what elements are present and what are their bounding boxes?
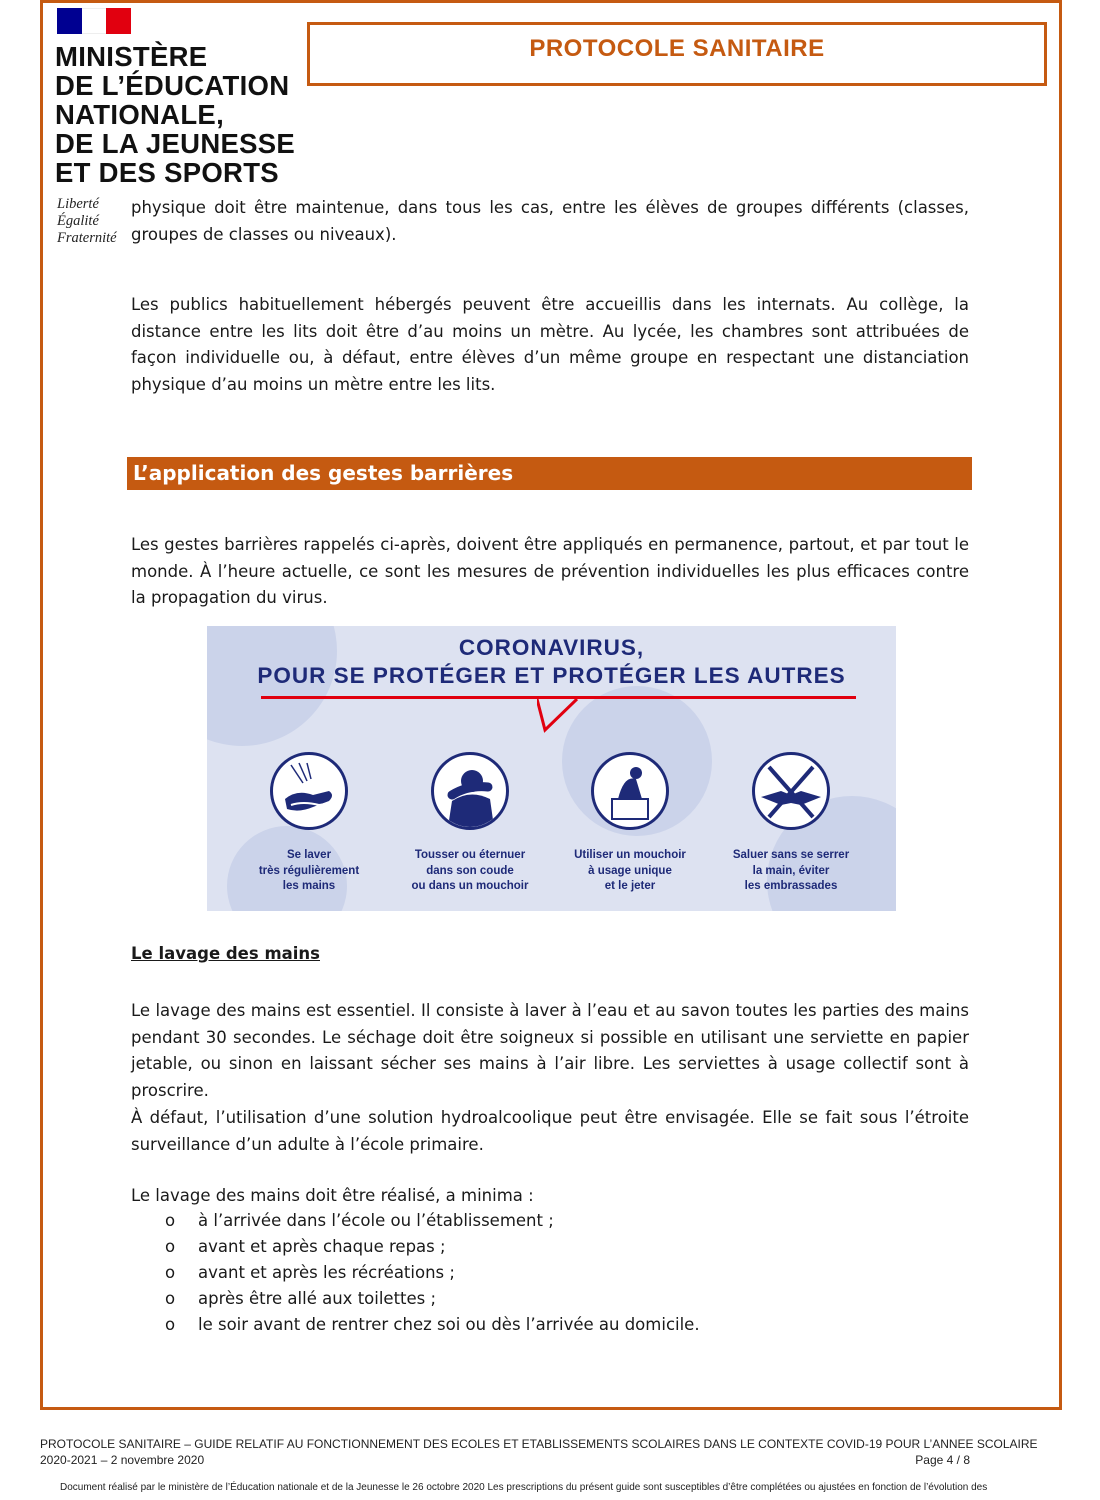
ministry-logo — [55, 8, 305, 187]
paragraph: Le lavage des mains doit être réalisé, a minima : — [131, 1186, 534, 1205]
paragraph: physique doit être maintenue, dans tous les cas, entre les élèves de groupes différents (classes, groupes de classes ou niveaux). — [131, 198, 969, 244]
bullet: o — [165, 1315, 176, 1334]
page-footer — [40, 1436, 1062, 1468]
french-flag-icon — [57, 8, 131, 34]
footer-note: Document réalisé par le ministère de l’Éducation nationale et de la Jeunesse le 26 octobre 2020 Les prescriptions du présent guide sont susceptibles d’être complétées ou ajustées en fonction de l’évolution des — [60, 1482, 988, 1493]
no-handshake-icon — [752, 752, 830, 830]
poster-caption — [555, 848, 705, 895]
motto-line: Fraternité — [57, 230, 117, 246]
caption-line: ou dans un mouchoir — [411, 880, 529, 892]
ministry-name — [55, 42, 305, 187]
poster-caption — [234, 848, 384, 895]
handwashing-list — [131, 1208, 700, 1338]
list-item — [131, 1312, 700, 1338]
subheading: Le lavage des mains — [131, 944, 320, 963]
list-item-text: à l’arrivée dans l’école ou l’établissement ; — [198, 1211, 554, 1230]
tissue-icon — [591, 752, 669, 830]
list-item-text: le soir avant de rentrer chez soi ou dès l’arrivée au domicile. — [198, 1315, 700, 1334]
republic-motto — [57, 196, 117, 247]
hand-washing-icon — [270, 752, 348, 830]
caption-line: très régulièrement — [258, 864, 360, 877]
page-number: Page 4 / 8 — [915, 1453, 970, 1467]
barrier-gestures-poster — [207, 626, 896, 911]
motto-line: Liberté — [57, 196, 99, 212]
ministry-line: ET DES SPORTS — [55, 157, 279, 188]
caption-line: Tousser ou éternuer — [414, 849, 526, 861]
caption-line: et le jeter — [604, 880, 656, 892]
bullet: o — [165, 1211, 176, 1230]
poster-caption — [395, 848, 545, 895]
poster-title-line: POUR SE PROTÉGER ET PROTÉGER LES AUTRES — [257, 663, 846, 688]
poster-caption — [716, 848, 866, 895]
list-item-text: avant et après les récréations ; — [198, 1263, 455, 1282]
list-item — [131, 1286, 700, 1312]
caption-line: Saluer sans se serrer — [732, 849, 850, 861]
cough-elbow-icon — [431, 752, 509, 830]
ministry-line: MINISTÈRE — [55, 41, 208, 72]
ministry-line: DE L’ÉDUCATION — [55, 70, 290, 101]
footer-line: 2020-2021 – 2 novembre 2020 — [40, 1453, 205, 1467]
section-heading: L’application des gestes barrières — [127, 457, 972, 490]
caption-line: Se laver — [286, 849, 332, 861]
paragraph: Les gestes barrières rappelés ci-après, doivent être appliqués en permanence, partout, et par tout le monde. À l’heure actuelle, ce sont les mesures de prévention individuelles les plus efficaces contre la propagation du virus. — [131, 535, 969, 608]
bullet: o — [165, 1237, 176, 1256]
list-item-text: après être allé aux toilettes ; — [198, 1289, 437, 1308]
bullet: o — [165, 1263, 176, 1282]
paragraph: À défaut, l’utilisation d’une solution hydroalcoolique peut être envisagée. Elle se fait sous l’étroite surveillance d’un adulte à l’école primaire. — [131, 1108, 969, 1154]
footer-line: PROTOCOLE SANITAIRE – GUIDE RELATIF AU FONCTIONNEMENT DES ECOLES ET ETABLISSEMENTS SCOLAIRES DANS LE CONTEXTE COVID-19 POUR L’ANNEE SCOLAIRE — [40, 1437, 1038, 1451]
speech-tail-icon — [537, 698, 581, 734]
list-item-text: avant et après chaque repas ; — [198, 1237, 446, 1256]
caption-line: les mains — [282, 880, 336, 892]
list-item — [131, 1208, 700, 1234]
ministry-line: DE LA JEUNESSE — [55, 128, 296, 159]
caption-line: les embrassades — [744, 880, 838, 892]
bullet: o — [165, 1289, 176, 1308]
caption-line: dans son coude — [426, 864, 514, 877]
paragraph: Les publics habituellement hébergés peuvent être accueillis dans les internats. Au collège, la distance entre les lits doit être d’au moins un mètre. Au lycée, les chambres sont attribuées de façon individuelle ou, à défaut, entre élèves d’un même groupe en respectant une distanciation physique d’au moins un mètre entre les lits. — [131, 295, 969, 394]
document-title: PROTOCOLE SANITAIRE — [307, 22, 1047, 86]
motto-line: Égalité — [57, 213, 99, 229]
list-item — [131, 1260, 700, 1286]
paragraph: Le lavage des mains est essentiel. Il consiste à laver à l’eau et au savon toutes les parties des mains pendant 30 secondes. Le séchage doit être soigneux si possible en utilisant une serviette en papier jetable, ou sinon en laissant sécher ses mains à l’air libre. Les serviettes à usage collectif sont à proscrire. — [131, 1001, 969, 1100]
poster-title-line: CORONAVIRUS, — [458, 635, 645, 660]
caption-line: à usage unique — [588, 864, 672, 877]
poster-title — [207, 634, 896, 690]
caption-line: Utiliser un mouchoir — [574, 849, 686, 861]
list-item — [131, 1234, 700, 1260]
caption-line: la main, éviter — [752, 864, 830, 877]
ministry-line: NATIONALE, — [55, 99, 225, 130]
